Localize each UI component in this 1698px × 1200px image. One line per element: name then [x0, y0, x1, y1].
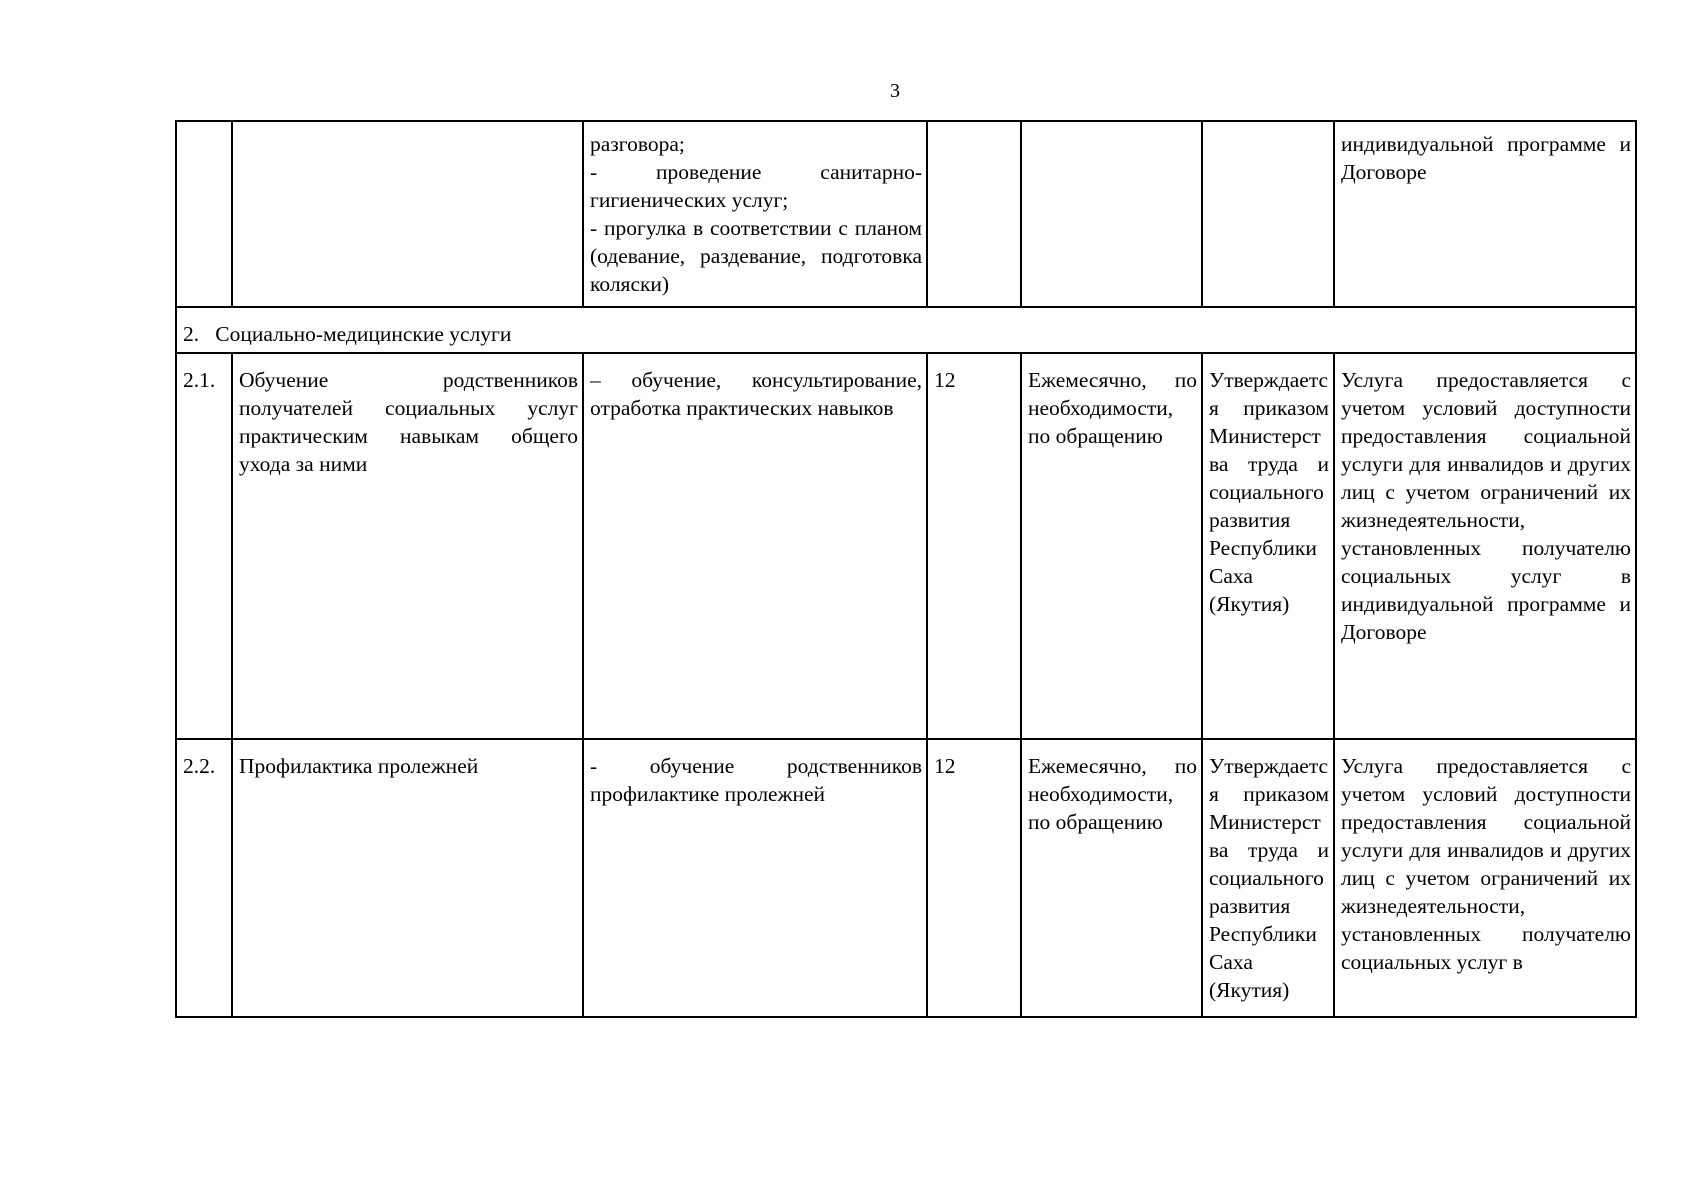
- table-row: [176, 353, 1636, 739]
- page-number: 3: [890, 80, 900, 102]
- approval-cell: Утверждается приказом Министерства труда и социального развития Республики Саха (Якутия): [1202, 739, 1334, 1017]
- row-number-cell: 2.2.: [176, 739, 232, 1017]
- table-row: [176, 739, 1636, 1017]
- section-row: [176, 307, 1636, 353]
- section-heading: [176, 307, 1636, 353]
- periodicity-cell: Ежемесячно, по необходимости, по обращению: [1021, 353, 1202, 739]
- conditions-cell: индивидуальной программе и Договоре: [1334, 121, 1636, 307]
- periodicity-cell: Ежемесячно, по необходимости, по обращению: [1021, 739, 1202, 1017]
- service-content-cell: – обучение, консультирование, отработка практических навыков: [583, 353, 927, 739]
- volume-cell: 12: [927, 353, 1021, 739]
- content-line: - прогулка в соответствии с планом (одевание, раздевание, подготовка коляски): [590, 216, 922, 296]
- service-name-cell: Обучение родственников получателей социальных услуг практическим навыкам общего ухода за ними: [232, 353, 583, 739]
- services-table: [175, 120, 1637, 1018]
- row-number-cell: 2.1.: [176, 353, 232, 739]
- conditions-cell: Услуга предоставляется с учетом условий доступности предоставления социальной услуги для инвалидов и других лиц с учетом ограничений их жизнедеятельности, установленных получателю социальных услуг в индивидуальной программе и Договоре: [1334, 353, 1636, 739]
- section-number: 2.: [183, 322, 200, 346]
- periodicity-cell: [1021, 121, 1202, 307]
- volume-cell: [927, 121, 1021, 307]
- content-line: разговора;: [590, 132, 685, 156]
- section-title: Социально-медицинские услуги: [215, 322, 512, 346]
- service-content-cell: [583, 121, 927, 307]
- service-name-cell: [232, 121, 583, 307]
- service-name-cell: Профилактика пролежней: [232, 739, 583, 1017]
- approval-cell: Утверждается приказом Министерства труда и социального развития Республики Саха (Якутия): [1202, 353, 1334, 739]
- row-number-cell: [176, 121, 232, 307]
- table-row: [176, 121, 1636, 307]
- volume-cell: 12: [927, 739, 1021, 1017]
- service-content-cell: - обучение родственников профилактике пролежней: [583, 739, 927, 1017]
- content-line: - проведение санитарно-гигиенических услуг;: [590, 160, 922, 212]
- conditions-cell: Услуга предоставляется с учетом условий доступности предоставления социальной услуги для инвалидов и других лиц с учетом ограничений их жизнедеятельности, установленных получателю социальных услуг в: [1334, 739, 1636, 1017]
- approval-cell: [1202, 121, 1334, 307]
